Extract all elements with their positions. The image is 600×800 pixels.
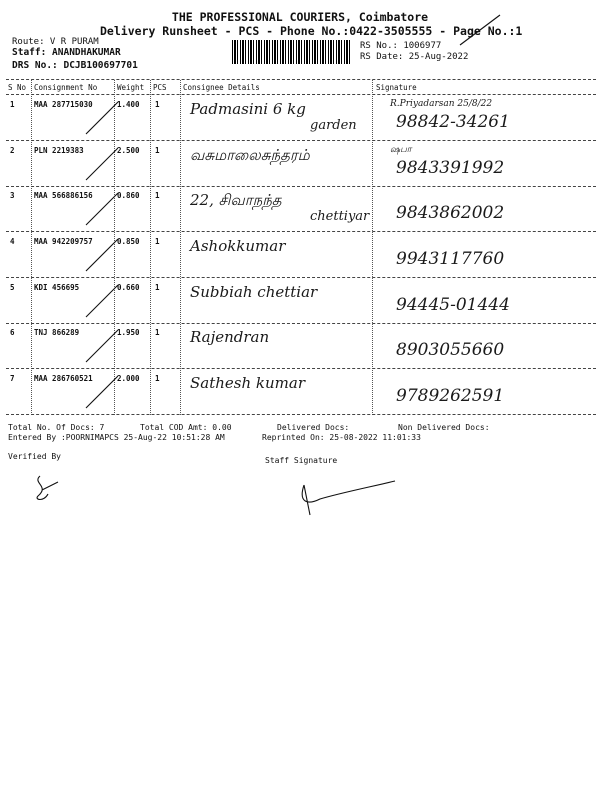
delivered-tick-mark — [82, 372, 122, 412]
row-weight: 0.850 — [117, 237, 140, 246]
row-sno: 3 — [10, 191, 15, 200]
row-sno: 4 — [10, 237, 15, 246]
row-weight: 1.950 — [117, 328, 140, 337]
rs-number: RS No.: 1006977 — [360, 41, 442, 51]
runsheet-subtitle: Delivery Runsheet - PCS - Phone No.:0422-3505555 - Page No.:1 — [100, 24, 523, 38]
row-pcs: 1 — [155, 191, 160, 200]
row-consignment: PLN 2219383 — [34, 146, 84, 155]
verifier-signature — [30, 468, 80, 508]
col-consignment: Consignment No — [34, 83, 98, 92]
row-sno: 2 — [10, 146, 15, 155]
route-label: Route: V R PURAM — [12, 37, 99, 47]
row-consignment: MAA 942209757 — [34, 237, 93, 246]
row-receiver-phone: 9789262591 — [396, 386, 505, 406]
row-consignee: Sathesh kumar — [190, 374, 305, 392]
company-title: THE PROFESSIONAL COURIERS, Coimbatore — [171, 10, 429, 24]
row-pcs: 1 — [155, 146, 160, 155]
non-delivered-docs: Non Delivered Docs: — [398, 423, 490, 432]
row-pcs: 1 — [155, 374, 160, 383]
total-cod: Total COD Amt: 0.00 — [140, 423, 232, 432]
col-signature: Signature — [376, 83, 417, 92]
row-consignee-line2: garden — [310, 118, 357, 133]
row-pcs: 1 — [155, 237, 160, 246]
row-consignment: MAA 566886156 — [34, 191, 93, 200]
row-receiver-phone: 9843862002 — [396, 203, 505, 223]
row-weight: 0.660 — [117, 283, 140, 292]
row-pcs: 1 — [155, 283, 160, 292]
row-weight: 2.500 — [117, 146, 140, 155]
row-consignee: வசுமாலைசுந்தரம் — [190, 146, 310, 164]
header-bottom-rule — [6, 94, 596, 95]
row-pcs: 1 — [155, 100, 160, 109]
rs-date: RS Date: 25-Aug-2022 — [360, 52, 469, 62]
reprinted-on: Reprinted On: 25-08-2022 11:01:33 — [262, 433, 421, 442]
row-receiver-phone: 9843391992 — [396, 158, 505, 178]
staff-label: Staff: ANANDHAKUMAR — [12, 47, 121, 58]
row-separator — [6, 414, 596, 415]
row-sno: 5 — [10, 283, 15, 292]
delivered-tick-mark — [82, 281, 122, 321]
row-sno: 7 — [10, 374, 15, 383]
total-docs: Total No. Of Docs: 7 — [8, 423, 105, 432]
row-separator — [6, 140, 596, 141]
row-separator — [6, 231, 596, 232]
drs-number: DRS No.: DCJB100697701 — [12, 60, 138, 71]
row-weight: 1.400 — [117, 100, 140, 109]
row-consignment: KDI 456695 — [34, 283, 80, 292]
entered-by: Entered By :POORNIMAPCS 25-Aug-22 10:51:28 AM — [8, 433, 225, 442]
row-receiver-phone: 9943117760 — [396, 249, 505, 269]
header-pen-mark — [455, 10, 505, 50]
row-separator — [6, 277, 596, 278]
row-consignment: MAA 286760521 — [34, 374, 93, 383]
row-consignee-line2: chettiyar — [310, 209, 370, 224]
row-receiver-sign: R.Priyadarsan 25/8/22 — [390, 99, 493, 109]
delivered-tick-mark — [82, 189, 122, 229]
staff-signature-label: Staff Signature — [265, 456, 338, 465]
verified-by-label: Verified By — [8, 452, 61, 461]
table-top-rule — [6, 79, 596, 80]
col-sno: S No — [8, 83, 27, 92]
row-weight: 0.860 — [117, 191, 140, 200]
delivered-tick-mark — [82, 235, 122, 275]
row-sno: 1 — [10, 100, 15, 109]
row-consignment: MAA 287715030 — [34, 100, 93, 109]
delivered-tick-mark — [82, 144, 122, 184]
col-pcs: PCS — [153, 83, 167, 92]
row-receiver-sign: ஷபா — [390, 145, 412, 155]
row-separator — [6, 368, 596, 369]
col-consignee: Consignee Details — [183, 83, 260, 92]
row-consignee: Subbiah chettiar — [190, 283, 318, 301]
row-separator — [6, 323, 596, 324]
row-pcs: 1 — [155, 328, 160, 337]
row-consignee: 22, சிவாநந்த — [190, 191, 282, 209]
row-consignment: TNJ 866289 — [34, 328, 80, 337]
staff-signature — [290, 475, 400, 525]
col-weight: Weight — [117, 83, 145, 92]
delivered-tick-mark — [82, 326, 122, 366]
row-consignee: Ashokkumar — [190, 237, 286, 255]
row-receiver-phone: 8903055660 — [396, 340, 505, 360]
col-divider — [372, 80, 373, 415]
delivered-tick-mark — [82, 98, 122, 138]
row-separator — [6, 186, 596, 187]
row-sno: 6 — [10, 328, 15, 337]
col-divider — [150, 80, 151, 415]
delivered-docs: Delivered Docs: — [277, 423, 350, 432]
col-divider — [180, 80, 181, 415]
row-consignee: Padmasini 6 kg — [190, 100, 306, 118]
row-consignee: Rajendran — [190, 328, 270, 346]
barcode — [232, 40, 352, 64]
row-receiver-phone: 94445-01444 — [396, 295, 510, 315]
col-divider — [31, 80, 32, 415]
row-weight: 2.000 — [117, 374, 140, 383]
row-receiver-phone: 98842-34261 — [396, 112, 510, 132]
